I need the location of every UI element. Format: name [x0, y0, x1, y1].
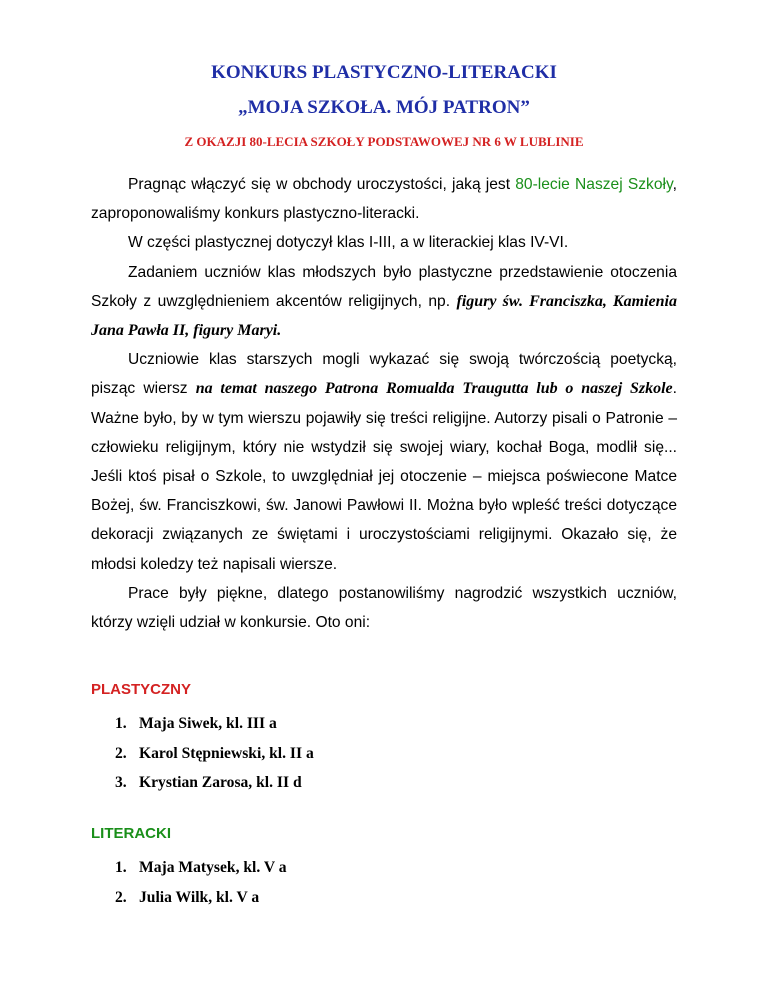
p1-text-a: Pragnąc włączyć się w obchody uroczystości, jaką jest: [128, 176, 516, 193]
p3-text-a: Zadaniem uczniów klas młodszych było plastyczne przedstawienie otoczenia Szkoły z uwzględnieniem akcentów religijnych, np.: [91, 263, 677, 310]
list-item: [115, 739, 314, 769]
winner-name: Maja Matysek, kl. V a: [139, 859, 287, 876]
list-number: 1.: [115, 859, 127, 876]
list-number: 3.: [115, 774, 127, 791]
list-item: [115, 768, 314, 798]
document-title: KONKURS PLASTYCZNO-LITERACKI: [211, 62, 557, 83]
list-item: [115, 709, 314, 739]
paragraph-3: [91, 258, 677, 346]
winner-name: Julia Wilk, kl. V a: [139, 888, 260, 906]
winners-list-plastyczny: [115, 709, 314, 798]
p4-emphasis: na temat naszego Patrona Romualda Traugutta lub o naszej Szkole: [195, 380, 673, 398]
body-text: [91, 170, 677, 637]
p1-text-b: , zaproponowaliśmy konkurs plastyczno-literacki.: [91, 176, 677, 223]
list-item: [115, 883, 287, 913]
occasion-line: Z OKAZJI 80-LECIA SZKOŁY PODSTAWOWEJ NR 6 W LUBLINIE: [184, 134, 584, 149]
winners-list-literacki: [115, 853, 287, 912]
paragraph-1: [91, 170, 677, 228]
paragraph-4: [91, 345, 677, 579]
section-heading-literacki: LITERACKI: [91, 825, 171, 842]
p3-emphasis: figury św. Franciszka, Kamienia Jana Pawła II, figury Maryi.: [91, 292, 677, 340]
winner-name: Karol Stępniewski, kl. II a: [139, 744, 314, 762]
list-number: 1.: [115, 715, 127, 732]
list-number: 2.: [115, 744, 127, 762]
paragraph-5: Prace były piękne, dlatego postanowiliśmy nagrodzić wszystkich uczniów, którzy wzięli udział w konkursie. Oto oni:: [91, 584, 677, 632]
paragraph-2: W części plastycznej dotyczył klas I-III, a w literackiej klas IV-VI.: [128, 234, 569, 252]
list-item: [115, 853, 287, 883]
anniversary-highlight: 80-lecie Naszej Szkoły: [515, 176, 673, 193]
winner-name: Krystian Zarosa, kl. II d: [139, 774, 302, 791]
p4-text-a: Uczniowie klas starszych mogli wykazać się swoją twórczością poetycką, pisząc wiersz: [91, 351, 677, 398]
section-heading-plastyczny: PLASTYCZNY: [91, 681, 192, 698]
document-subtitle: „MOJA SZKOŁA. MÓJ PATRON”: [238, 97, 530, 118]
p4-text-b: . Ważne było, by w tym wierszu pojawiły się treści religijne. Autorzy pisali o Patronie – człowieku religijnym, który nie wstydził się swojej wiary, kochał Boga, modlił się... Jeśli ktoś pisał o Szkole, to uwzględniał jej otoczenie – miejsca poświecone Matce Bożej, św. Franciszkowi, św. Janowi Pawłowi II. Można było wpleść treści dotyczące dekoracji związanych ze świętami i uroczystościami religijnymi. Okazało się, że młodsi koledzy też napisali wiersze.: [91, 380, 677, 573]
list-number: 2.: [115, 888, 127, 906]
winner-name: Maja Siwek, kl. III a: [139, 715, 277, 732]
